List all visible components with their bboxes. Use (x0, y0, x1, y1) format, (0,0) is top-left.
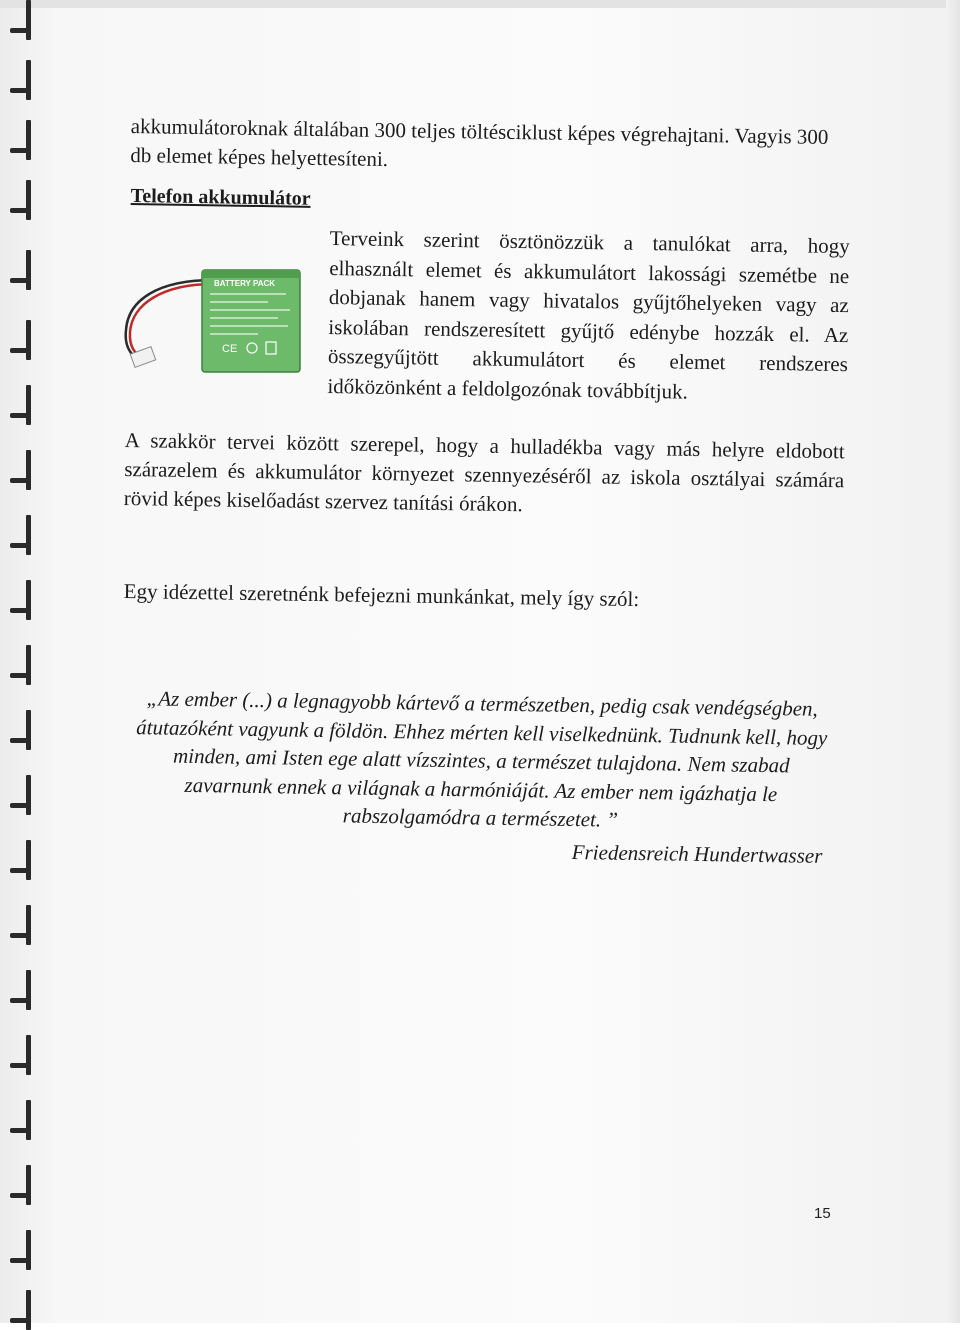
binding-ring (6, 710, 34, 750)
spiral-binding (0, 0, 40, 1323)
closing-paragraph: Egy idézettel szeretnénk befejezni munkánkat, mely így szól: (123, 578, 640, 612)
ce-mark: CE (222, 343, 238, 355)
binding-ring (6, 1100, 34, 1140)
page-right-edge (946, 0, 960, 1323)
quote-block: „Az ember (...) a legnagyobb kártevő a természetben, pedig csak vendégségben, átutazóként vagyunk a földön. Ehhez mérten kell viselkednünk. Tudnunk kell, hogy minden, ami Isten ege alatt vízszintes, a természet tulajdona. Nem szabad zavarnunk ennek a világnak a harmóniáját. Az ember nem igázhatja le rabszolgamódra a természetet. ” (136, 686, 828, 832)
binding-ring (6, 840, 34, 880)
binding-ring (6, 645, 34, 685)
binding-ring (6, 250, 34, 290)
binding-ring (6, 515, 34, 555)
page-top-edge (0, 0, 960, 8)
binding-ring (6, 320, 34, 360)
binding-ring (6, 1290, 34, 1330)
binding-ring (6, 450, 34, 490)
binding-ring (6, 1165, 34, 1205)
battery-top-strip (202, 270, 300, 278)
section-heading: Telefon akkumulátor (130, 184, 311, 210)
binding-ring (6, 0, 34, 40)
binding-ring (6, 775, 34, 815)
binding-ring (6, 905, 34, 945)
battery-label: BATTERY PACK (214, 279, 276, 288)
binding-ring (6, 1230, 34, 1270)
black-wire (126, 280, 213, 360)
binding-ring (6, 60, 34, 100)
binding-ring (6, 385, 34, 425)
quote-author: Friedensreich Hundertwasser (571, 839, 823, 868)
intro-paragraph: akkumulátoroknak általában 300 teljes töltésciklust képes végrehajtani. Vagyis 300 db elemet képes helyettesíteni. (130, 113, 829, 172)
binding-ring (6, 120, 34, 160)
binding-ring (6, 1035, 34, 1075)
binding-ring (6, 580, 34, 620)
binding-ring (6, 180, 34, 220)
binding-ring (6, 970, 34, 1010)
plan-paragraph: Terveink szerint ösztönözzük a tanulókat arra, hogy elhasznált elemet és akkumulátort lakossági szemétbe ne dobjanak hanem vagy hivatalos gyűjtőhelyeken vagy az iskolában rendszeresített gyűjtő edénybe hozzák el. Az összegyűjtött akkumulátort és elemet rendszeres időközönként a feldolgozónak továbbítjuk. (327, 225, 850, 404)
page-number: 15 (814, 1205, 831, 1222)
club-paragraph: A szakkör tervei között szerepel, hogy a hulladékba vagy más helyre eldobott szárazelem és akkumulátor környezet szennyezéséről az iskola osztályai számára rövid képes kiselőadást szervez tanítási órákon. (123, 427, 845, 517)
red-wire (130, 284, 213, 358)
battery-pack-image (118, 260, 308, 385)
